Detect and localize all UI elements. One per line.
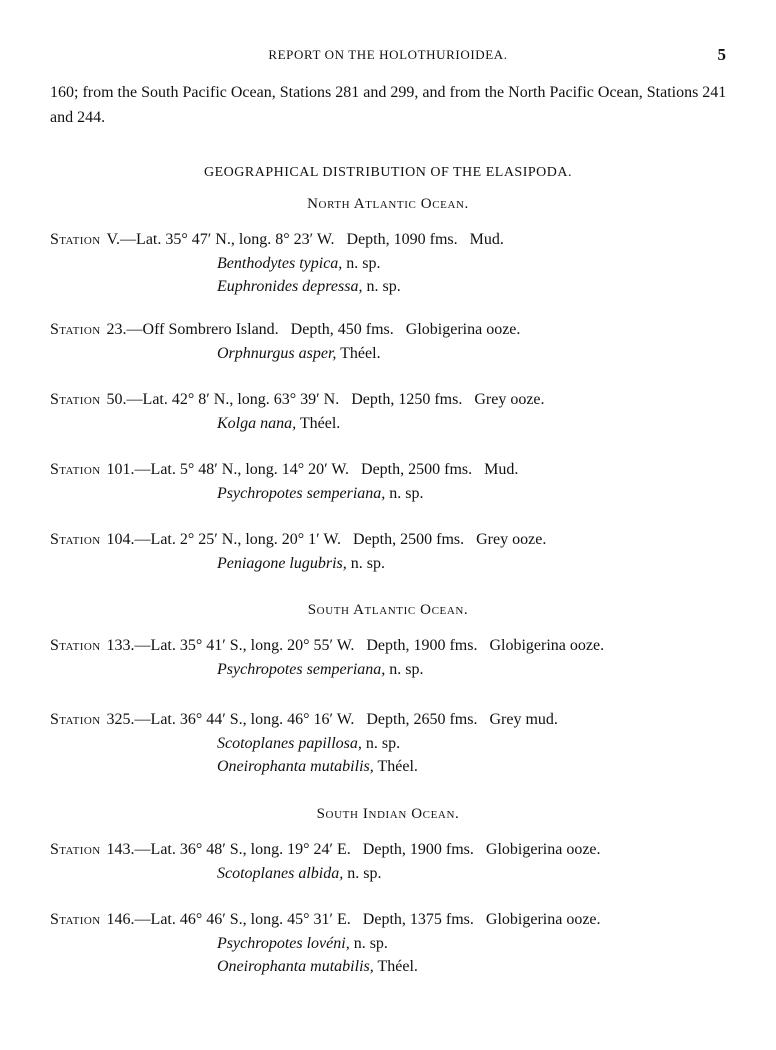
station-entry bbox=[50, 388, 740, 435]
species-name: Benthodytes typica, bbox=[217, 255, 343, 272]
station-label: Station bbox=[50, 711, 101, 728]
station-depth: Depth, 1900 fms. bbox=[366, 637, 478, 654]
species-entry bbox=[217, 412, 740, 435]
species-authority: n. sp. bbox=[350, 555, 385, 572]
station-entry bbox=[50, 318, 740, 365]
station-entry bbox=[50, 528, 740, 575]
station-label: Station bbox=[50, 637, 101, 654]
station-number: 101. bbox=[106, 461, 135, 478]
station-entry bbox=[50, 634, 740, 681]
species-authority: Théel. bbox=[299, 415, 341, 432]
station-line bbox=[50, 528, 740, 552]
station-entry bbox=[50, 228, 740, 298]
station-bottom: Globigerina ooze. bbox=[489, 637, 605, 654]
species-name: Scotoplanes papillosa, bbox=[217, 735, 362, 752]
station-bottom: Mud. bbox=[484, 461, 519, 478]
species-authority: n. sp. bbox=[389, 485, 424, 502]
species-authority: n. sp. bbox=[389, 661, 424, 678]
station-number: 325. bbox=[106, 711, 135, 728]
species-name: Psychropotes semperiana, bbox=[217, 485, 386, 502]
species-authority: Théel. bbox=[377, 958, 418, 975]
station-position: —Lat. 5° 48′ N., long. 14° 20′ W. bbox=[134, 461, 350, 478]
species-name: Oneirophanta mutabilis, bbox=[217, 958, 374, 975]
station-depth: Depth, 2650 fms. bbox=[366, 711, 478, 728]
station-bottom: Grey ooze. bbox=[476, 531, 547, 548]
running-title: REPORT ON THE HOLOTHURIOIDEA. bbox=[268, 47, 508, 62]
species-authority: n. sp. bbox=[365, 735, 401, 752]
station-entry bbox=[50, 708, 740, 778]
species-name: Oneirophanta mutabilis, bbox=[217, 758, 374, 775]
station-line bbox=[50, 458, 740, 482]
species-entry bbox=[217, 658, 740, 681]
station-line bbox=[50, 838, 740, 862]
ocean-heading-south-atlantic: South Atlantic Ocean. bbox=[307, 602, 469, 618]
species-authority: Théel. bbox=[340, 345, 381, 362]
station-depth: Depth, 1900 fms. bbox=[362, 841, 474, 858]
species-authority: Théel. bbox=[377, 758, 418, 775]
species-name: Euphronides depressa, bbox=[217, 278, 363, 295]
station-number: 143. bbox=[106, 841, 135, 858]
station-label: Station bbox=[50, 841, 101, 858]
station-position: —Lat. 35° 41′ S., long. 20° 55′ W. bbox=[134, 637, 355, 654]
station-number: 50. bbox=[106, 391, 127, 408]
station-label: Station bbox=[50, 531, 101, 548]
ocean-heading-south-indian: South Indian Ocean. bbox=[316, 806, 460, 822]
station-line bbox=[50, 318, 740, 342]
station-bottom: Globigerina ooze. bbox=[485, 911, 601, 928]
station-position: —Lat. 46° 46′ S., long. 45° 31′ E. bbox=[134, 911, 351, 928]
station-entry bbox=[50, 838, 740, 885]
station-number: V. bbox=[106, 231, 121, 248]
station-label: Station bbox=[50, 231, 101, 248]
intro-paragraph: 160; from the South Pacific Ocean, Stations 281 and 299, and from the North Pacific Ocean, Stations 241 and 244. bbox=[50, 84, 727, 126]
station-bottom: Grey ooze. bbox=[474, 391, 545, 408]
station-bottom: Mud. bbox=[469, 231, 504, 248]
station-position: —Lat. 42° 8′ N., long. 63° 39′ N. bbox=[126, 391, 340, 408]
station-number: 23. bbox=[106, 321, 127, 338]
station-line bbox=[50, 708, 740, 732]
species-authority: n. sp. bbox=[347, 865, 382, 882]
species-entry bbox=[217, 252, 740, 275]
station-position: —Lat. 35° 47′ N., long. 8° 23′ W. bbox=[120, 231, 335, 248]
ocean-heading-north-atlantic: North Atlantic Ocean. bbox=[307, 196, 469, 212]
station-label: Station bbox=[50, 911, 101, 928]
species-entry bbox=[217, 755, 740, 778]
station-depth: Depth, 2500 fms. bbox=[353, 531, 465, 548]
species-entry bbox=[217, 275, 740, 298]
species-entry bbox=[217, 932, 740, 955]
station-label: Station bbox=[50, 391, 101, 408]
station-label: Station bbox=[50, 461, 101, 478]
species-authority: n. sp. bbox=[353, 935, 388, 952]
species-name: Psychropotes semperiana, bbox=[217, 661, 386, 678]
station-depth: Depth, 450 fms. bbox=[290, 321, 394, 338]
station-line bbox=[50, 388, 740, 412]
species-entry bbox=[217, 955, 740, 978]
station-depth: Depth, 1090 fms. bbox=[346, 231, 458, 248]
station-line bbox=[50, 228, 740, 252]
species-entry bbox=[217, 862, 740, 885]
station-number: 133. bbox=[106, 637, 135, 654]
station-depth: Depth, 1375 fms. bbox=[362, 911, 474, 928]
station-entry bbox=[50, 908, 740, 978]
station-entry bbox=[50, 458, 740, 505]
species-name: Psychropotes lovéni, bbox=[217, 935, 350, 952]
station-number: 146. bbox=[106, 911, 135, 928]
station-bottom: Globigerina ooze. bbox=[405, 321, 521, 338]
species-entry bbox=[217, 552, 740, 575]
section-title: GEOGRAPHICAL DISTRIBUTION OF THE ELASIPODA. bbox=[204, 165, 572, 180]
running-header bbox=[0, 47, 776, 67]
species-entry bbox=[217, 482, 740, 505]
station-depth: Depth, 2500 fms. bbox=[361, 461, 473, 478]
species-entry bbox=[217, 732, 740, 755]
species-authority: n. sp. bbox=[366, 278, 401, 295]
station-number: 104. bbox=[106, 531, 135, 548]
species-authority: n. sp. bbox=[346, 255, 381, 272]
species-name: Peniagone lugubris, bbox=[217, 555, 347, 572]
species-entry bbox=[217, 342, 740, 365]
station-position: —Lat. 2° 25′ N., long. 20° 1′ W. bbox=[134, 531, 342, 548]
page-number: 5 bbox=[717, 45, 726, 64]
station-bottom: Grey mud. bbox=[489, 711, 558, 728]
station-line bbox=[50, 634, 740, 658]
station-label: Station bbox=[50, 321, 101, 338]
station-line bbox=[50, 908, 740, 932]
species-name: Orphnurgus asper, bbox=[217, 345, 337, 362]
station-bottom: Globigerina ooze. bbox=[485, 841, 601, 858]
station-position: —Lat. 36° 48′ S., long. 19° 24′ E. bbox=[134, 841, 351, 858]
station-depth: Depth, 1250 fms. bbox=[351, 391, 463, 408]
station-position: —Off Sombrero Island. bbox=[126, 321, 279, 338]
station-position: —Lat. 36° 44′ S., long. 46° 16′ W. bbox=[134, 711, 355, 728]
species-name: Scotoplanes albida, bbox=[217, 865, 344, 882]
species-name: Kolga nana, bbox=[217, 415, 297, 432]
